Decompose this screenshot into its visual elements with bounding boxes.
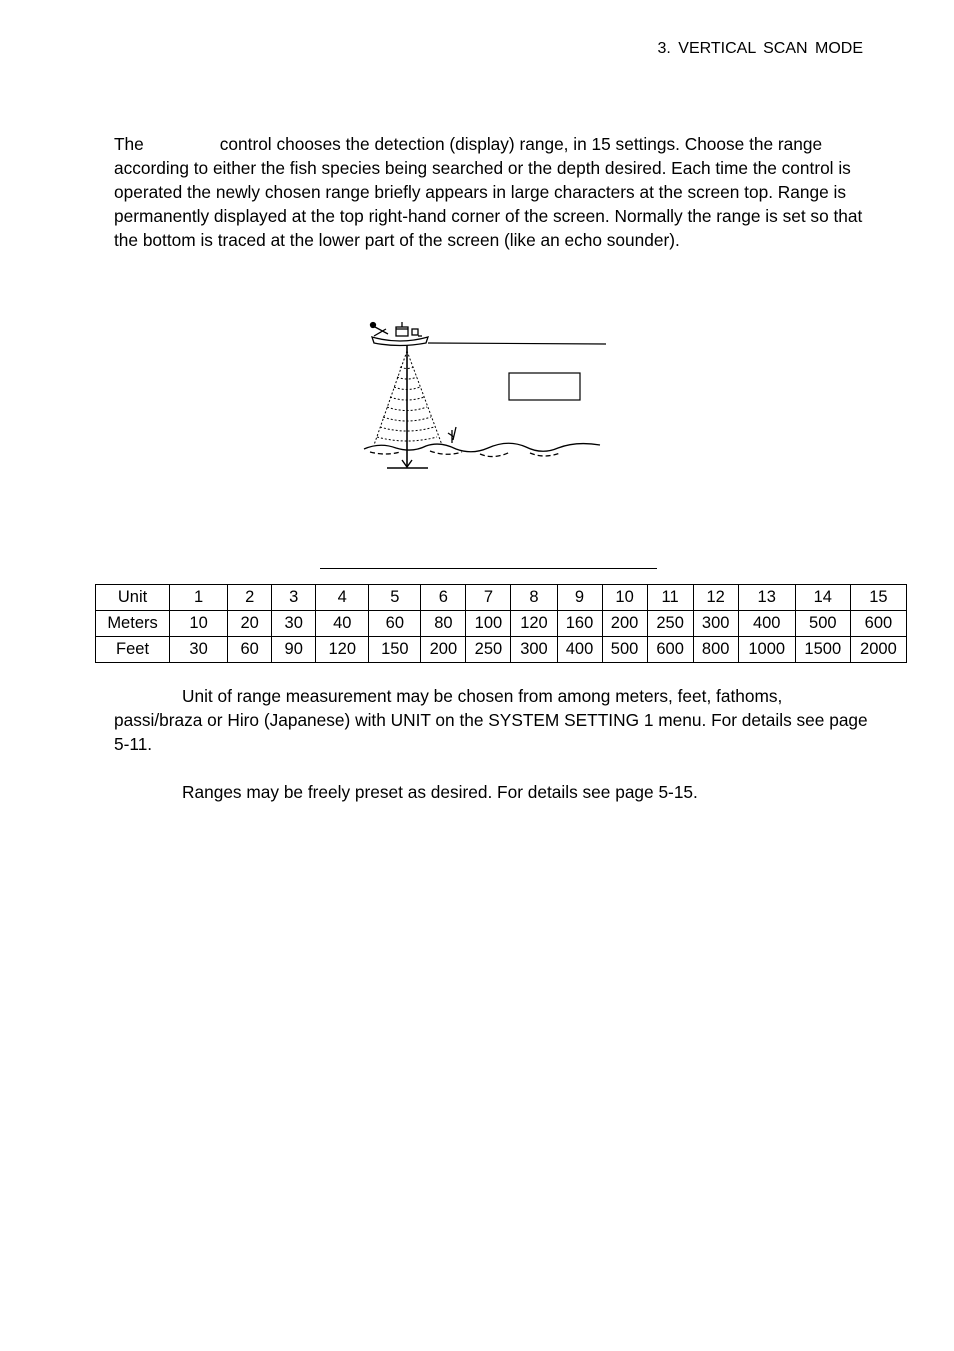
table-cell: 13 xyxy=(738,585,795,611)
intro-paragraph xyxy=(114,132,874,252)
table-cell: 600 xyxy=(850,611,906,637)
table-cell: 60 xyxy=(228,637,272,663)
table-cell: 7 xyxy=(466,585,511,611)
table-cell: 1000 xyxy=(738,637,795,663)
unit-note-paragraph: Unit of range measurement may be chosen from among meters, feet, fathoms, passi/braza or Hiro (Japanese) with UNIT on the SYSTEM SETTING 1 menu. For details see page 5-11. xyxy=(114,686,868,754)
range-table xyxy=(95,584,907,663)
table-cell: 300 xyxy=(693,611,738,637)
table-cell: 60 xyxy=(369,611,421,637)
range-illustration xyxy=(360,315,610,475)
preset-note-paragraph: Ranges may be freely preset as desired. For details see page 5-15. xyxy=(182,782,698,802)
boat-icon xyxy=(371,322,429,346)
table-cell: 500 xyxy=(795,611,850,637)
table-cell: 800 xyxy=(693,637,738,663)
table-cell: 500 xyxy=(602,637,647,663)
figure-caption-line xyxy=(320,568,657,569)
table-cell: 100 xyxy=(466,611,511,637)
row-label: Meters xyxy=(96,611,170,637)
table-row xyxy=(96,637,907,663)
table-cell: 2 xyxy=(228,585,272,611)
table-cell: 2000 xyxy=(850,637,906,663)
table-cell: 400 xyxy=(738,611,795,637)
table-cell: 600 xyxy=(647,637,693,663)
table-cell: 80 xyxy=(421,611,466,637)
intro-body: control chooses the detection (display) range, in 15 settings. Choose the range according to either the fish species being searched or the depth desired. Each time the control is operated the newly chosen range briefly appears in large characters at the screen top. Range is permanently displayed at the top right-hand corner of the screen. Normally the range is set so that the bottom is traced at the lower part of the screen (like an echo sounder). xyxy=(114,134,863,250)
table-cell: 1500 xyxy=(795,637,850,663)
table-cell: 8 xyxy=(511,585,557,611)
table-cell: 12 xyxy=(693,585,738,611)
table-cell: 4 xyxy=(316,585,369,611)
table-cell: 10 xyxy=(170,611,228,637)
table-cell: 15 xyxy=(850,585,906,611)
table-cell: 11 xyxy=(647,585,693,611)
table-cell: 30 xyxy=(272,611,316,637)
table-row xyxy=(96,611,907,637)
page-header: 3. VERTICAL SCAN MODE xyxy=(657,40,863,57)
sea-surface-line xyxy=(428,343,606,344)
table-cell: 3 xyxy=(272,585,316,611)
table-cell: 20 xyxy=(228,611,272,637)
table-cell: 9 xyxy=(557,585,602,611)
table-cell: 14 xyxy=(795,585,850,611)
table-cell: 5 xyxy=(369,585,421,611)
table-cell: 250 xyxy=(466,637,511,663)
intro-lead: The xyxy=(114,134,144,154)
table-cell: 400 xyxy=(557,637,602,663)
table-row xyxy=(96,585,907,611)
table-cell: 160 xyxy=(557,611,602,637)
row-label: Feet xyxy=(96,637,170,663)
table-cell: 150 xyxy=(369,637,421,663)
table-cell: 200 xyxy=(602,611,647,637)
table-cell: 250 xyxy=(647,611,693,637)
table-cell: 200 xyxy=(421,637,466,663)
table-cell: 300 xyxy=(511,637,557,663)
row-label: Unit xyxy=(96,585,170,611)
table-cell: 1 xyxy=(170,585,228,611)
table-cell: 120 xyxy=(316,637,369,663)
table-cell: 90 xyxy=(272,637,316,663)
table-cell: 120 xyxy=(511,611,557,637)
table-cell: 10 xyxy=(602,585,647,611)
seabed-outline xyxy=(364,427,600,457)
table-cell: 6 xyxy=(421,585,466,611)
range-label-box xyxy=(509,373,580,400)
table-cell: 40 xyxy=(316,611,369,637)
table-cell: 30 xyxy=(170,637,228,663)
